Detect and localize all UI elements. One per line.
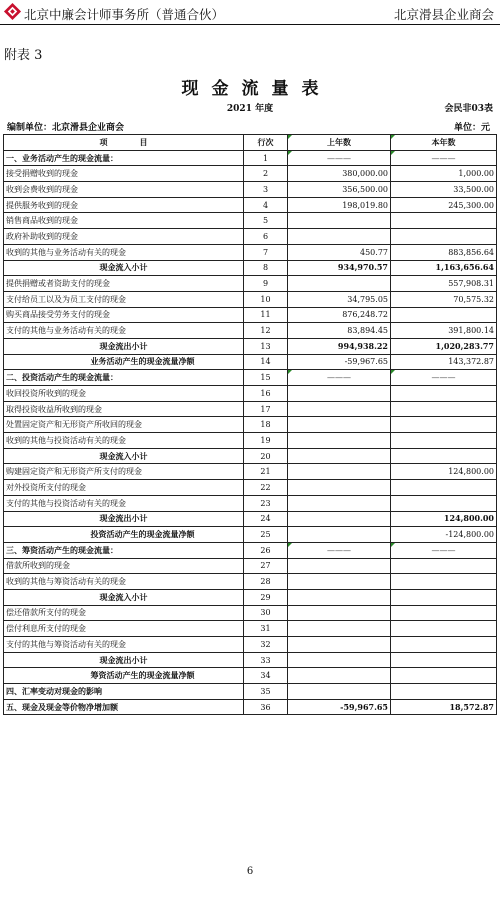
firm-name: 北京中廉会计师事务所（普通合伙） <box>24 7 225 22</box>
cell-marker-icon <box>391 151 395 155</box>
row-prev-year-value: -59,967.65 <box>288 354 391 370</box>
row-prev-year-value: 198,019.80 <box>288 197 391 213</box>
table-row <box>4 480 497 496</box>
row-item-label: 收到的其他与业务活动有关的现金 <box>4 244 244 260</box>
row-curr-year-value <box>391 621 497 637</box>
row-item-label: 投资活动产生的现金流量净额 <box>4 527 244 543</box>
fiscal-year: 2021 年度 <box>226 104 274 114</box>
row-prev-year-value <box>288 213 391 229</box>
row-curr-year-value <box>391 637 497 653</box>
row-line-number: 25 <box>244 527 288 543</box>
table-row <box>4 182 497 198</box>
row-item-label: 支付的其他与业务活动有关的现金 <box>4 323 244 339</box>
table-row <box>4 605 497 621</box>
table-row <box>4 448 497 464</box>
row-prev-year-value: ——— <box>288 150 391 166</box>
table-row <box>4 166 497 182</box>
row-prev-year-value: 356,500.00 <box>288 182 391 198</box>
row-curr-year-value: ——— <box>391 370 497 386</box>
row-item-label: 收到会费收到的现金 <box>4 182 244 198</box>
cell-marker-icon <box>288 370 292 374</box>
row-prev-year-value <box>288 637 391 653</box>
row-prev-year-value <box>288 401 391 417</box>
row-curr-year-value <box>391 417 497 433</box>
row-item-label: 筹资活动产生的现金流量净额 <box>4 668 244 684</box>
table-row <box>4 574 497 590</box>
row-prev-year-value <box>288 527 391 543</box>
row-curr-year-value <box>391 495 497 511</box>
row-curr-year-value <box>391 229 497 245</box>
cell-marker-icon <box>391 135 395 139</box>
row-curr-year-value: 1,000.00 <box>391 166 497 182</box>
row-curr-year-value: 124,800.00 <box>391 511 497 527</box>
page-number: 6 <box>246 866 254 877</box>
row-curr-year-value: 143,372.87 <box>391 354 497 370</box>
row-item-label: 现金流入小计 <box>4 448 244 464</box>
row-curr-year-value: 1,163,656.64 <box>391 260 497 276</box>
table-body <box>4 150 497 715</box>
row-line-number: 24 <box>244 511 288 527</box>
table-row <box>4 291 497 307</box>
table-header-row <box>4 135 497 151</box>
table-row <box>4 401 497 417</box>
row-line-number: 22 <box>244 480 288 496</box>
row-item-label: 偿还借款所支付的现金 <box>4 605 244 621</box>
row-line-number: 3 <box>244 182 288 198</box>
table-row <box>4 668 497 684</box>
row-item-label: 对外投资所支付的现金 <box>4 480 244 496</box>
row-prev-year-value: 34,795.05 <box>288 291 391 307</box>
row-prev-year-value <box>288 558 391 574</box>
row-line-number: 30 <box>244 605 288 621</box>
row-prev-year-value <box>288 652 391 668</box>
row-line-number: 23 <box>244 495 288 511</box>
row-line-number: 32 <box>244 637 288 653</box>
row-curr-year-value: 33,500.00 <box>391 182 497 198</box>
row-item-label: 支付给员工以及为员工支付的现金 <box>4 291 244 307</box>
row-line-number: 20 <box>244 448 288 464</box>
row-item-label: 三、筹资活动产生的现金流量： <box>4 542 244 558</box>
row-item-label: 提供服务收到的现金 <box>4 197 244 213</box>
statement-title: 现金流量表 <box>181 79 332 99</box>
row-line-number: 2 <box>244 166 288 182</box>
row-item-label: 现金流出小计 <box>4 511 244 527</box>
row-line-number: 18 <box>244 417 288 433</box>
row-line-number: 17 <box>244 401 288 417</box>
row-curr-year-value <box>391 558 497 574</box>
row-line-number: 29 <box>244 589 288 605</box>
row-prev-year-value <box>288 433 391 449</box>
table-row <box>4 621 497 637</box>
form-number: 会民非03表 <box>444 104 493 114</box>
table-row <box>4 527 497 543</box>
row-item-label: 偿付利息所支付的现金 <box>4 621 244 637</box>
row-line-number: 15 <box>244 370 288 386</box>
row-prev-year-value <box>288 574 391 590</box>
row-prev-year-value: ——— <box>288 542 391 558</box>
row-curr-year-value <box>391 684 497 700</box>
row-line-number: 4 <box>244 197 288 213</box>
row-item-label: 现金流出小计 <box>4 338 244 354</box>
row-curr-year-value <box>391 433 497 449</box>
row-prev-year-value: 83,894.45 <box>288 323 391 339</box>
row-curr-year-value <box>391 574 497 590</box>
row-item-label: 现金流入小计 <box>4 260 244 276</box>
table-row <box>4 433 497 449</box>
table-row <box>4 197 497 213</box>
row-curr-year-value: 18,572.87 <box>391 699 497 715</box>
row-curr-year-value <box>391 652 497 668</box>
row-line-number: 7 <box>244 244 288 260</box>
row-line-number: 10 <box>244 291 288 307</box>
row-item-label: 支付的其他与投资活动有关的现金 <box>4 495 244 511</box>
row-curr-year-value: -124,800.00 <box>391 527 497 543</box>
row-prev-year-value <box>288 464 391 480</box>
row-item-label: 借款所收到的现金 <box>4 558 244 574</box>
row-curr-year-value: 124,800.00 <box>391 464 497 480</box>
column-header-curr-year: 本年数 <box>391 135 497 151</box>
column-header-item: 项 目 <box>4 135 244 151</box>
table-row <box>4 386 497 402</box>
row-prev-year-value: 994,938.22 <box>288 338 391 354</box>
row-prev-year-value <box>288 668 391 684</box>
row-line-number: 26 <box>244 542 288 558</box>
row-line-number: 14 <box>244 354 288 370</box>
row-item-label: 政府补助收到的现金 <box>4 229 244 245</box>
cell-marker-icon <box>288 135 292 139</box>
table-row <box>4 684 497 700</box>
page-header <box>0 0 500 28</box>
header-divider <box>0 24 500 25</box>
row-item-label: 业务活动产生的现金流量净额 <box>4 354 244 370</box>
currency-unit: 单位：元 <box>453 123 490 133</box>
row-line-number: 31 <box>244 621 288 637</box>
table-row <box>4 417 497 433</box>
cell-marker-icon <box>288 543 292 547</box>
row-prev-year-value: 934,970.57 <box>288 260 391 276</box>
row-curr-year-value <box>391 605 497 621</box>
row-curr-year-value: ——— <box>391 150 497 166</box>
row-prev-year-value: ——— <box>288 370 391 386</box>
table-row <box>4 370 497 386</box>
table-row <box>4 495 497 511</box>
row-prev-year-value <box>288 386 391 402</box>
row-prev-year-value <box>288 276 391 292</box>
table-row <box>4 354 497 370</box>
row-item-label: 接受捐赠收到的现金 <box>4 166 244 182</box>
row-line-number: 34 <box>244 668 288 684</box>
row-curr-year-value: 70,575.32 <box>391 291 497 307</box>
table-row <box>4 652 497 668</box>
row-item-label: 现金流出小计 <box>4 652 244 668</box>
row-line-number: 35 <box>244 684 288 700</box>
row-line-number: 28 <box>244 574 288 590</box>
row-item-label: 处置固定资产和无形资产所收回的现金 <box>4 417 244 433</box>
row-item-label: 提供捐赠或者资助支付的现金 <box>4 276 244 292</box>
row-line-number: 11 <box>244 307 288 323</box>
row-curr-year-value <box>391 480 497 496</box>
row-curr-year-value: 245,300.00 <box>391 197 497 213</box>
row-item-label: 收回投资所收到的现金 <box>4 386 244 402</box>
row-prev-year-value <box>288 417 391 433</box>
row-line-number: 8 <box>244 260 288 276</box>
table-row <box>4 542 497 558</box>
column-header-line: 行次 <box>244 135 288 151</box>
row-prev-year-value <box>288 229 391 245</box>
row-prev-year-value <box>288 480 391 496</box>
row-item-label: 支付的其他与筹资活动有关的现金 <box>4 637 244 653</box>
table-row <box>4 558 497 574</box>
table-row <box>4 699 497 715</box>
table-row <box>4 150 497 166</box>
cell-marker-icon <box>391 543 395 547</box>
row-item-label: 收到的其他与投资活动有关的现金 <box>4 433 244 449</box>
table-row <box>4 229 497 245</box>
row-prev-year-value: 380,000.00 <box>288 166 391 182</box>
row-line-number: 6 <box>244 229 288 245</box>
row-prev-year-value: 876,248.72 <box>288 307 391 323</box>
row-curr-year-value: 1,020,283.77 <box>391 338 497 354</box>
cash-flow-table <box>3 134 497 715</box>
cell-marker-icon <box>391 370 395 374</box>
row-line-number: 5 <box>244 213 288 229</box>
row-prev-year-value <box>288 684 391 700</box>
row-item-label: 四、汇率变动对现金的影响 <box>4 684 244 700</box>
table-row <box>4 213 497 229</box>
row-curr-year-value <box>391 448 497 464</box>
cell-marker-icon <box>288 151 292 155</box>
row-curr-year-value <box>391 589 497 605</box>
row-curr-year-value <box>391 307 497 323</box>
table-row <box>4 276 497 292</box>
row-curr-year-value: 391,800.14 <box>391 323 497 339</box>
row-prev-year-value <box>288 495 391 511</box>
row-item-label: 购买商品接受劳务支付的现金 <box>4 307 244 323</box>
row-prev-year-value <box>288 605 391 621</box>
table-row <box>4 511 497 527</box>
table-row <box>4 307 497 323</box>
appendix-label: 附表 3 <box>4 48 43 63</box>
row-line-number: 12 <box>244 323 288 339</box>
row-line-number: 13 <box>244 338 288 354</box>
row-line-number: 19 <box>244 433 288 449</box>
table-row <box>4 637 497 653</box>
row-curr-year-value <box>391 668 497 684</box>
reporting-entity: 编制单位：北京滑县企业商会 <box>7 123 125 133</box>
row-item-label: 收到的其他与筹资活动有关的现金 <box>4 574 244 590</box>
table-row <box>4 260 497 276</box>
row-item-label: 二、投资活动产生的现金流量： <box>4 370 244 386</box>
row-item-label: 五、现金及现金等价物净增加额 <box>4 699 244 715</box>
row-line-number: 33 <box>244 652 288 668</box>
row-line-number: 9 <box>244 276 288 292</box>
row-prev-year-value <box>288 448 391 464</box>
table-row <box>4 323 497 339</box>
row-item-label: 购建固定资产和无形资产所支付的现金 <box>4 464 244 480</box>
table-row <box>4 464 497 480</box>
row-line-number: 21 <box>244 464 288 480</box>
row-prev-year-value <box>288 589 391 605</box>
table-row <box>4 338 497 354</box>
row-prev-year-value <box>288 511 391 527</box>
row-line-number: 16 <box>244 386 288 402</box>
row-item-label: 一、业务活动产生的现金流量： <box>4 150 244 166</box>
column-header-prev-year: 上年数 <box>288 135 391 151</box>
table-row <box>4 244 497 260</box>
table-row <box>4 589 497 605</box>
row-curr-year-value <box>391 386 497 402</box>
firm-logo-icon <box>3 2 22 21</box>
row-item-label: 取得投资收益所收到的现金 <box>4 401 244 417</box>
row-curr-year-value: 557,908.31 <box>391 276 497 292</box>
row-curr-year-value: ——— <box>391 542 497 558</box>
row-item-label: 销售商品收到的现金 <box>4 213 244 229</box>
row-prev-year-value <box>288 621 391 637</box>
row-curr-year-value <box>391 401 497 417</box>
row-line-number: 27 <box>244 558 288 574</box>
row-item-label: 现金流入小计 <box>4 589 244 605</box>
client-name: 北京滑县企业商会 <box>393 7 494 22</box>
row-curr-year-value: 883,856.64 <box>391 244 497 260</box>
row-prev-year-value: 450.77 <box>288 244 391 260</box>
row-prev-year-value: -59,967.65 <box>288 699 391 715</box>
row-line-number: 36 <box>244 699 288 715</box>
row-curr-year-value <box>391 213 497 229</box>
row-line-number: 1 <box>244 150 288 166</box>
